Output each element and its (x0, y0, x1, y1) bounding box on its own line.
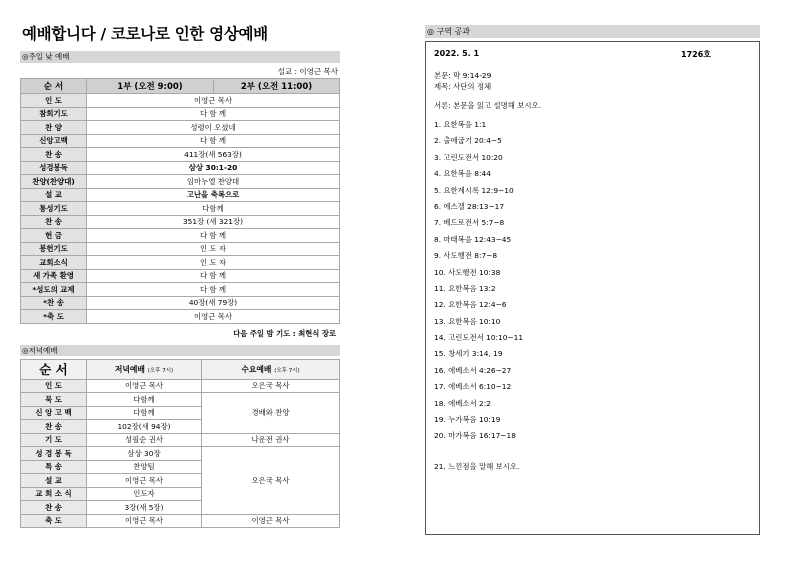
evening-value: 3장(새 5장) (87, 501, 202, 515)
order-label: 인 도 (21, 379, 87, 393)
order-label: 찬양(찬양대) (21, 175, 87, 189)
list-item: 1. 요한복음 1:1 (434, 120, 487, 129)
column-header-wednesday (202, 359, 340, 379)
order-label: 설 교 (21, 188, 87, 202)
order-value: 임마누엘 찬양대 (87, 175, 340, 189)
order-label: 통성기도 (21, 202, 87, 216)
list-item: 19. 누가복음 10:19 (434, 415, 501, 425)
table-row (21, 148, 340, 162)
table-row (21, 161, 340, 175)
order-label: *성도의 교제 (21, 283, 87, 297)
wednesday-value: 이영근 목사 (202, 514, 340, 528)
list-item: 14. 고린도전서 10:10~11 (434, 333, 524, 343)
table-row (21, 256, 340, 270)
sunday-service-heading: ◎주일 낮 예배 (20, 51, 340, 63)
table-row (21, 447, 340, 461)
column-header-evening (87, 359, 202, 379)
page-title: 예배합니다 / 코로나로 인한 영상예배 (22, 25, 268, 43)
cell-study-heading: ◎ 구역 공과 (425, 25, 760, 38)
evening-value: 다함께 (87, 406, 202, 420)
order-value: 다 함 께 (87, 283, 340, 297)
evening-value: 인도자 (87, 487, 202, 501)
list-item: 18. 에베소서 2:2 (434, 398, 491, 408)
column-header-order: 순 서 (21, 79, 87, 94)
order-value: 다 함 께 (87, 107, 340, 121)
table-row (21, 229, 340, 243)
order-label: 성 경 봉 독 (21, 447, 87, 461)
list-item: 11. 요한복음 13:2 (434, 283, 496, 293)
list-item: 7. 베드로전서 5:7~8 (434, 218, 505, 228)
table-row (21, 283, 340, 297)
table-row (21, 296, 340, 310)
wednesday-service-label: 수요예배 (241, 364, 272, 374)
order-label: 봉헌기도 (21, 242, 87, 256)
order-label: 축 도 (21, 514, 87, 528)
order-label: 특 송 (21, 460, 87, 474)
issue-number: 1726호 (681, 50, 711, 59)
wednesday-value: 경배와 찬양 (202, 393, 340, 434)
table-row (21, 433, 340, 447)
right-column (425, 25, 760, 535)
evening-service-heading: ◎저녁예배 (20, 345, 340, 356)
wednesday-value: 오은국 목사 (202, 379, 340, 393)
evening-value: 102장(새 94장) (87, 420, 202, 434)
study-text: 본문: 막 9:14-29 (434, 71, 492, 80)
list-item: 4. 요한복음 8:44 (434, 169, 491, 179)
evening-service-table (20, 359, 340, 529)
list-item: 16. 에베소서 4:26~27 (434, 365, 512, 375)
list-item: 15. 창세기 3:14, 19 (434, 349, 503, 359)
table-row (21, 175, 340, 189)
order-value: 삼상 30:1-20 (87, 161, 340, 175)
bulletin-date: 2022. 5. 1 (434, 49, 480, 58)
sunday-service-table (20, 78, 340, 324)
evening-value: 이영근 목사 (87, 379, 202, 393)
table-row (21, 379, 340, 393)
table-row (21, 393, 340, 407)
column-header-second-service: 2부 (오전 11:00) (214, 79, 340, 94)
order-value: 성령이 오셨네 (87, 121, 340, 135)
order-label: 찬 양 (21, 121, 87, 135)
column-header-order: 순 서 (21, 359, 87, 379)
table-row (21, 310, 340, 324)
order-label: 설 교 (21, 474, 87, 488)
order-label: 참회기도 (21, 107, 87, 121)
list-item: 9. 사도행전 8:7~8 (434, 251, 498, 261)
evening-value: 찬양팀 (87, 460, 202, 474)
evening-service-time: (오후 7시) (147, 367, 174, 374)
table-row (21, 94, 340, 108)
order-label: 교회소식 (21, 256, 87, 270)
table-row (21, 188, 340, 202)
wednesday-service-time: (오후 7시) (274, 367, 300, 374)
order-label: 인 도 (21, 94, 87, 108)
list-item: 20. 마가복음 16:17~18 (434, 431, 516, 441)
order-label: 신 앙 고 백 (21, 406, 87, 420)
order-value: 고난을 축복으로 (87, 188, 340, 202)
study-topic: 제목: 사단의 정체 (434, 81, 492, 91)
left-column (20, 22, 340, 528)
table-row (21, 107, 340, 121)
order-label: 성경봉독 (21, 161, 87, 175)
order-value: 인 도 자 (87, 242, 340, 256)
table-row (21, 514, 340, 528)
order-label: *축 도 (21, 310, 87, 324)
wednesday-value: 나운전 권사 (202, 433, 340, 447)
scripture-reference (434, 71, 759, 92)
evening-value: 이영근 목사 (87, 514, 202, 528)
column-header-first-service: 1부 (오전 9:00) (87, 79, 214, 94)
evening-service-label: 저녁예배 (114, 364, 145, 374)
sunday-service-rows (21, 94, 340, 324)
evening-value: 다함께 (87, 393, 202, 407)
order-label: 새 가족 환영 (21, 269, 87, 283)
table-header-row (21, 359, 340, 379)
order-value: 이영근 목사 (87, 94, 340, 108)
table-header-row (21, 79, 340, 94)
order-value: 인 도 자 (87, 256, 340, 270)
table-row (21, 269, 340, 283)
order-label: 기 도 (21, 433, 87, 447)
order-value: 다 함 께 (87, 229, 340, 243)
order-value: 다 함 께 (87, 134, 340, 148)
list-item: 13. 요한복음 10:10 (434, 316, 501, 326)
order-label: 교 회 소 식 (21, 487, 87, 501)
order-label: 묵 도 (21, 393, 87, 407)
table-row (21, 215, 340, 229)
order-label: *찬 송 (21, 296, 87, 310)
next-week-prayer: 다음 주일 밤 기도 : 최현식 장로 (233, 328, 336, 338)
order-value: 351장 (새 321장) (87, 215, 340, 229)
evening-value: 성필순 권사 (87, 433, 202, 447)
evening-value: 이영근 목사 (87, 474, 202, 488)
list-item: 10. 사도행전 10:38 (434, 267, 501, 277)
order-label: 찬 송 (21, 215, 87, 229)
list-item: 6. 에스겔 28:13~17 (434, 201, 505, 211)
order-value: 다 함 께 (87, 269, 340, 283)
order-value: 40장(새 79장) (87, 296, 340, 310)
sunday-preacher: 설교 : 이영근 목사 (277, 67, 338, 76)
table-row (21, 202, 340, 216)
order-label: 찬 송 (21, 148, 87, 162)
wednesday-value: 오은국 목사 (202, 447, 340, 515)
list-item: 17. 에베소서 6:10~12 (434, 382, 512, 392)
study-closing: 21. 느낀점을 말해 보시오. (434, 461, 520, 471)
list-item: 8. 마태복음 12:43~45 (434, 234, 512, 244)
order-label: 헌 금 (21, 229, 87, 243)
order-value: 411장(새 563장) (87, 148, 340, 162)
evening-value: 삼상 30장 (87, 447, 202, 461)
study-intro: 서론: 본문을 읽고 설명해 보시오. (434, 101, 542, 110)
cell-study-box (425, 41, 760, 535)
list-item: 5. 요한계시록 12:9~10 (434, 185, 514, 195)
verse-list (434, 117, 759, 445)
order-label: 찬 송 (21, 501, 87, 515)
list-item: 3. 고린도전서 10:20 (434, 152, 503, 162)
table-row (21, 121, 340, 135)
table-row (21, 242, 340, 256)
order-value: 다함께 (87, 202, 340, 216)
order-value: 이영근 목사 (87, 310, 340, 324)
list-item: 2. 출애굽기 20:4~5 (434, 136, 502, 146)
bulletin-meta (434, 49, 759, 61)
evening-service-rows (21, 379, 340, 528)
table-row (21, 134, 340, 148)
order-label: 신앙고백 (21, 134, 87, 148)
list-item: 12. 요한복음 12:4~6 (434, 300, 507, 310)
order-label: 찬 송 (21, 420, 87, 434)
